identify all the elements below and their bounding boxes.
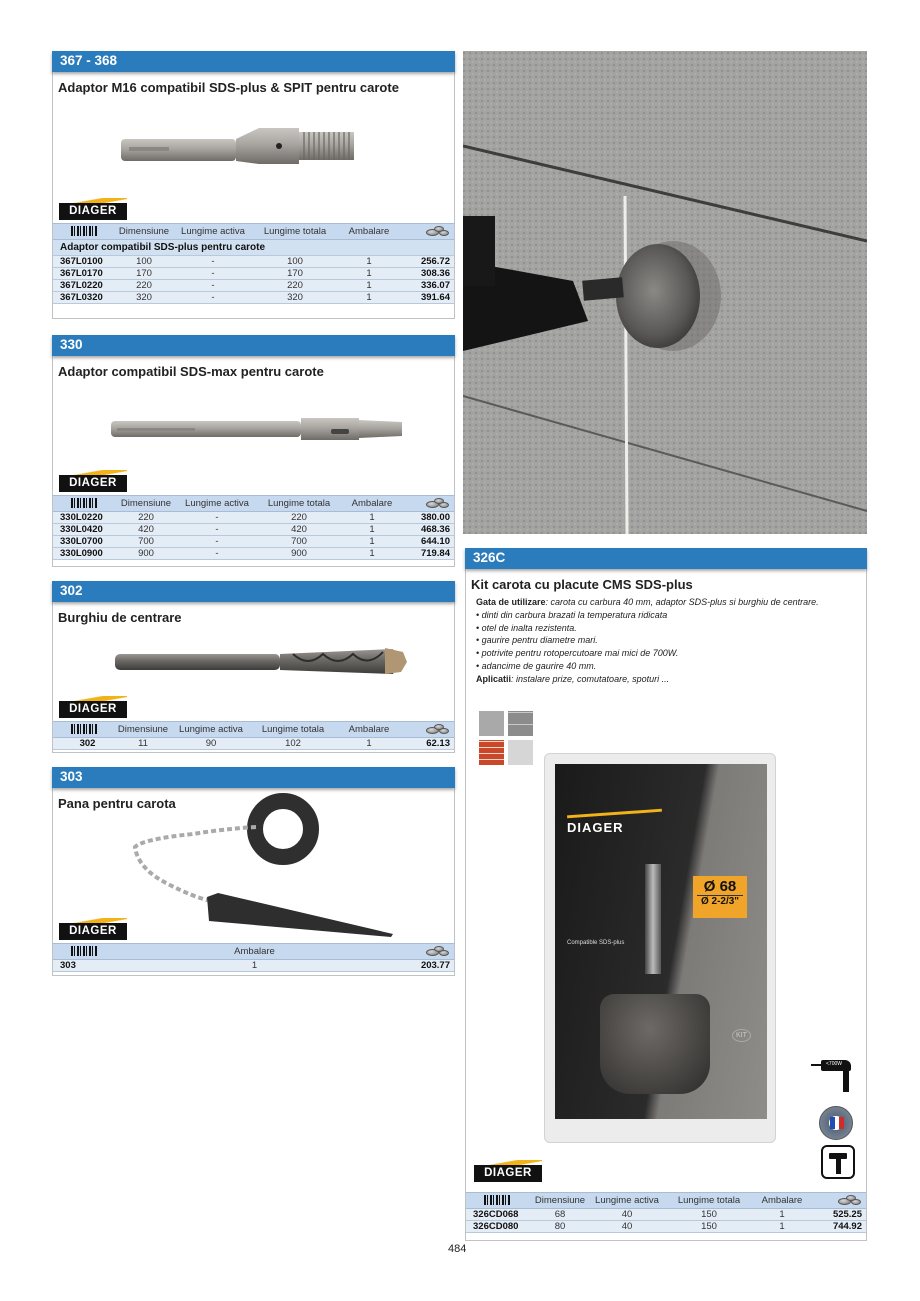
- table-row: 302 11 90 102 1 62.13: [53, 738, 454, 750]
- sds-max-adapter-image: [109, 414, 409, 444]
- barcode-icon: [71, 724, 97, 734]
- table-row: 330L0420 420 - 420 1 468.36: [53, 524, 454, 536]
- section-302: [52, 581, 455, 753]
- coins-icon: [424, 724, 450, 736]
- coins-icon: [424, 226, 450, 238]
- material-concrete-icon: [479, 711, 504, 736]
- table-row: 303 1 203.77: [53, 960, 454, 972]
- page-number: 484: [448, 1243, 467, 1255]
- diager-logo: DIAGER: [59, 470, 127, 492]
- product-table: Ambalare 303 1 203.77: [53, 943, 454, 972]
- barcode-icon: [71, 226, 97, 236]
- table-row: 367L0170 170 - 170 1 308.36: [53, 268, 454, 280]
- section-title: Adaptor M16 compatibil SDS-plus & SPIT pentru carote: [58, 80, 399, 95]
- material-block-icon: [508, 711, 533, 736]
- power-drill-icon: <700W: [811, 1060, 856, 1092]
- wall-drilling-image: [463, 51, 867, 534]
- material-stone-icon: [508, 740, 533, 765]
- diager-logo: DIAGER: [474, 1160, 542, 1182]
- table-row: 330L0220 220 - 220 1 380.00: [53, 512, 454, 524]
- barcode-icon: [71, 498, 97, 508]
- sds-plus-adapter-image: [119, 123, 364, 169]
- barcode-icon: [71, 946, 97, 956]
- table-row: 367L0320 320 - 320 1 391.64: [53, 292, 454, 304]
- diager-logo: DIAGER: [59, 918, 127, 940]
- diager-logo: DIAGER: [59, 198, 127, 220]
- table-row: 367L0220 220 - 220 1 336.07: [53, 280, 454, 292]
- product-table: Dimensiune Lungime activa Lungime totala Ambalare 326CD068 68 40 150 1 525.25 326CD080 80 40 150 1 744.92: [466, 1192, 866, 1233]
- section-title: Burghiu de centrare: [58, 610, 182, 625]
- table-row: 326CD068 68 40 150 1 525.25: [466, 1209, 866, 1221]
- section-367-368: [52, 51, 455, 319]
- section-code: 303: [52, 767, 455, 788]
- section-code: 367 - 368: [52, 51, 455, 72]
- product-table: Dimensiune Lungime activa Lungime totala Ambalare Adaptor compatibil SDS-plus pentru carote 367L0100 100 - 100 1 256.72 367L0170 170 - 170 1 308.36 367L0220 220 - 220 1 336.07 367L0320 320 - 320 1 391.64: [53, 223, 454, 304]
- centering-drill-bit-image: [113, 646, 413, 678]
- product-table: Dimensiune Lungime activa Lungime totala Ambalare 302 11 90 102 1 62.13: [53, 721, 454, 750]
- material-brick-icon: [479, 740, 504, 765]
- diameter-badge: Ø 68 Ø 2-2/3": [693, 876, 747, 918]
- product-table: Dimensiune Lungime activa Lungime totala Ambalare 330L0220 220 - 220 1 380.00 330L0420 420 - 420 1 468.36 330L0700 700 - 700 1 644.10 330L0900 900 - 900 1 719.84: [53, 495, 454, 560]
- section-326c: [465, 548, 867, 1241]
- product-package-image: DIAGER Ø 68 Ø 2-2/3" Compatible SDS-plus KIT: [544, 753, 776, 1143]
- coins-icon: [836, 1195, 862, 1207]
- section-title: Adaptor compatibil SDS-max pentru carote: [58, 364, 324, 379]
- section-title: Kit carota cu placute CMS SDS-plus: [471, 577, 693, 592]
- section-code: 326C: [465, 548, 867, 569]
- package-brand: DIAGER: [567, 820, 624, 835]
- section-title: Pana pentru carota: [58, 796, 176, 811]
- product-description: Gata de utilizare: carota cu carbura 40 mm, adaptor SDS-plus si burghiu de centrare. • dinti din carbura brazati la temperatura ridicata • otel de inalta rezistenta. • gaurire pentru diametre mari. • potrivite pentru rotopercutoare mai mici de 700W. • adancime de gaurire 40 mm. Aplicatii: instalare prize, comutatoare, spoturi ...: [476, 597, 819, 684]
- core-wedge-image: [123, 789, 403, 939]
- diager-logo: DIAGER: [59, 696, 127, 718]
- section-330: [52, 335, 455, 567]
- table-row: 330L0900 900 - 900 1 719.84: [53, 548, 454, 560]
- section-code: 330: [52, 335, 455, 356]
- table-row: 367L0100 100 - 100 1 256.72: [53, 256, 454, 268]
- barcode-icon: [484, 1195, 510, 1205]
- table-row: 326CD080 80 40 150 1 744.92: [466, 1221, 866, 1233]
- table-subheader: Adaptor compatibil SDS-plus pentru carote: [53, 240, 454, 256]
- usage-photo: [463, 51, 867, 534]
- section-303: [52, 767, 455, 976]
- section-code: 302: [52, 581, 455, 602]
- coins-icon: [424, 498, 450, 510]
- hammer-mode-icon: [821, 1145, 855, 1179]
- table-row: 330L0700 700 - 700 1 644.10: [53, 536, 454, 548]
- made-in-france-icon: [819, 1106, 853, 1140]
- coins-icon: [424, 946, 450, 958]
